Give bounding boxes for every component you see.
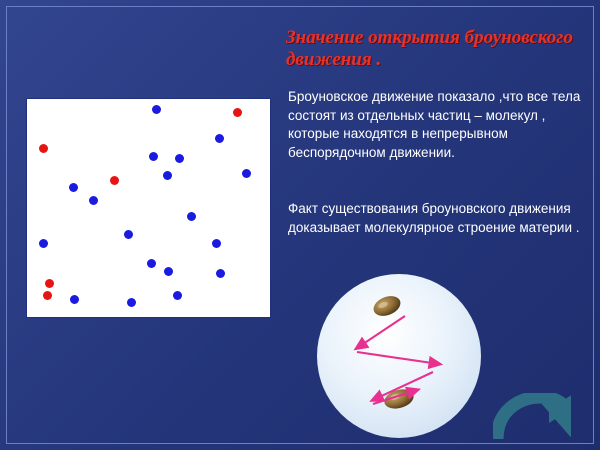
body-paragraph-1: Броуновское движение показало ,что все тела состоят из отдельных частиц – молекул , которые находятся в непрерывном беспорядочном движении.	[288, 89, 581, 160]
molecule-dot	[187, 212, 196, 221]
particle-diagram	[26, 98, 271, 318]
molecule-dot	[152, 105, 161, 114]
molecule-dot	[215, 134, 224, 143]
molecule-dot	[233, 108, 242, 117]
molecule-dot	[45, 279, 54, 288]
molecule-dot	[124, 230, 133, 239]
molecule-dot	[89, 196, 98, 205]
molecule-dot	[39, 239, 48, 248]
molecule-dot	[43, 291, 52, 300]
molecule-dot	[173, 291, 182, 300]
molecule-dot	[70, 295, 79, 304]
molecule-dot	[175, 154, 184, 163]
molecule-dot	[147, 259, 156, 268]
brownian-path-illustration	[313, 272, 485, 440]
molecule-dot	[69, 183, 78, 192]
molecule-dot	[163, 171, 172, 180]
molecule-dot	[242, 169, 251, 178]
molecule-dot	[164, 267, 173, 276]
molecule-dot	[39, 144, 48, 153]
page-title: Значение открытия броуновского движения .	[286, 27, 573, 70]
molecule-dot	[127, 298, 136, 307]
molecule-dot	[216, 269, 225, 278]
body-paragraph-2: Факт существования броуновского движения доказывает молекулярное строение материи .	[288, 201, 580, 235]
molecule-dot	[212, 239, 221, 248]
molecule-dot	[149, 152, 158, 161]
curved-arrow[interactable]	[493, 393, 571, 445]
molecule-dot	[110, 176, 119, 185]
